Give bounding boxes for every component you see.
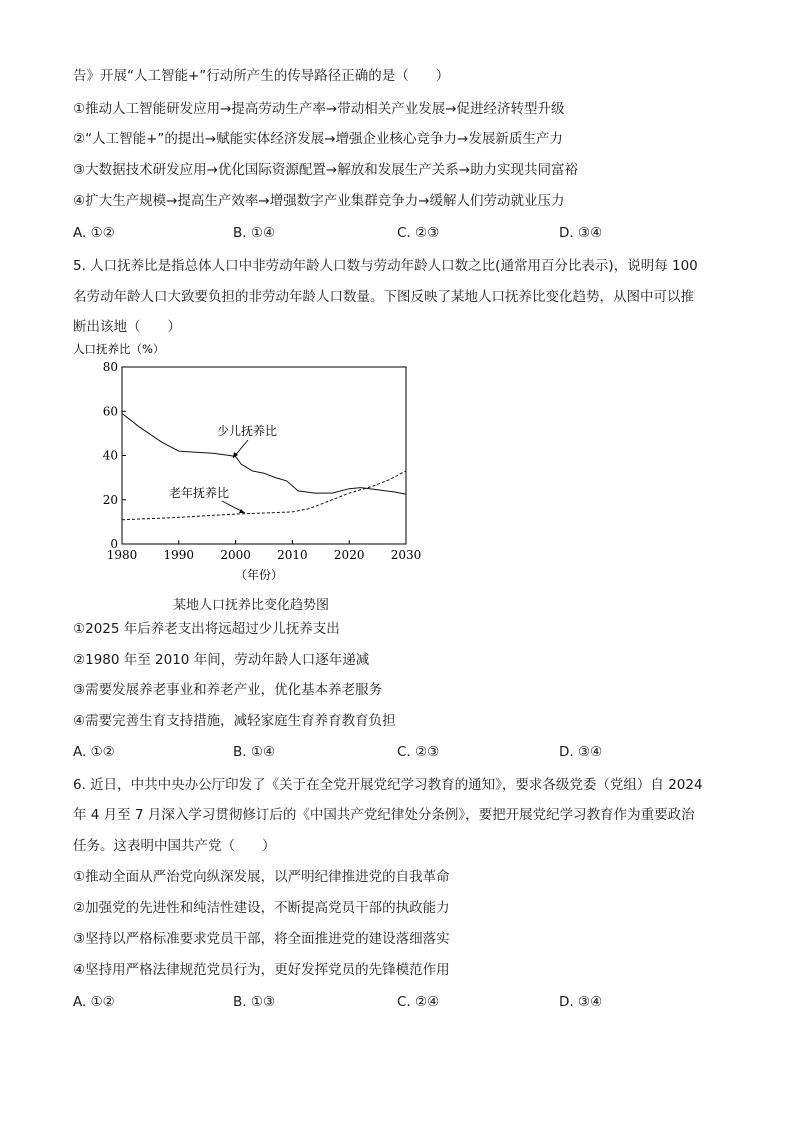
x-tick-label: 1990 <box>163 548 195 562</box>
q6-statement-4: ④坚持用严格法律规范党员行为，更好发挥党员的先锋模范作用 <box>73 962 450 978</box>
q4-statement-2: ②“人工智能+”的提出→赋能实体经济发展→增强企业核心竞争力→发展新质生产力 <box>73 131 563 147</box>
q6-statement-3: ③坚持以严格标准要求党员干部，将全面推进党的建设落细落实 <box>73 931 450 947</box>
q5-stem-line-3: 断出该地（ ） <box>73 319 181 335</box>
q5-statement-4: ④需要完善生育支持措施，减轻家庭生育养育教育负担 <box>73 713 396 729</box>
q4-option-d[interactable]: D. ③④ <box>559 225 603 241</box>
y-tick-label: 80 <box>102 360 118 374</box>
q5-statement-2: ②1980 年至 2010 年间，劳动年龄人口逐年递减 <box>73 652 370 668</box>
q6-stem-line-1: 6. 近日，中共中央办公厅印发了《关于在全党开展党纪学习教育的通知》，要求各级党委（党组）自 2024 <box>73 777 703 793</box>
x-ticks <box>107 540 422 562</box>
x-tick-label: 2010 <box>277 548 308 562</box>
q4-option-b[interactable]: B. ①④ <box>233 225 276 241</box>
q5-statement-3: ③需要发展养老事业和养老产业，优化基本养老服务 <box>73 682 383 698</box>
y-tick-label: 60 <box>102 404 118 419</box>
x-tick-label: 1980 <box>106 548 138 562</box>
q6-option-d[interactable]: D. ③④ <box>559 994 603 1010</box>
series-label-children: 少儿抚养比 <box>217 424 278 438</box>
series-line-elderly <box>122 471 406 520</box>
q4-statement-4: ④扩大生产规模→提高生产效率→增强数字产业集群竞争力→缓解人们劳动就业压力 <box>73 193 565 209</box>
q5-option-a[interactable]: A. ①② <box>73 744 115 760</box>
q6-stem-line-2: 年 4 月至 7 月深入学习贯彻修订后的《中国共产党纪律处分条例》，要把开展党纪学习教育作为重要政治 <box>73 807 695 823</box>
series-label-elderly: 老年抚养比 <box>169 486 230 500</box>
q4-stem: 告》开展“人工智能+”行动所产生的传导路径正确的是（ ） <box>73 68 450 84</box>
q6-option-c[interactable]: C. ②④ <box>397 994 440 1010</box>
q4-options <box>73 224 733 242</box>
q4-option-a[interactable]: A. ①② <box>73 225 115 241</box>
q5-option-d[interactable]: D. ③④ <box>559 744 603 760</box>
q6-statement-2: ②加强党的先进性和纯洁性建设，不断提高党员干部的执政能力 <box>73 900 450 916</box>
y-axis-label: 人口抚养比（%） <box>73 342 165 356</box>
q5-options <box>73 743 733 761</box>
q5-statement-1: ①2025 年后养老支出将远超过少儿抚养支出 <box>73 621 340 637</box>
q5-stem-line-2: 名劳动年龄人口大致要负担的非劳动年龄人口数量。下图反映了某地人口抚养比变化趋势，从图中可以推 <box>73 289 694 305</box>
x-tick-label: 2000 <box>220 548 251 562</box>
q5-option-c[interactable]: C. ②③ <box>397 744 440 760</box>
q6-options <box>73 993 733 1011</box>
y-ticks <box>103 360 126 551</box>
q4-statement-3: ③大数据技术研发应用→优化国际资源配置→解放和发展生产关系→助力实现共同富裕 <box>73 162 579 178</box>
q5-stem-line-1: 5. 人口抚养比是指总体人口中非劳动年龄人口数与劳动年龄人口数之比(通常用百分比表示)，说明每 100 <box>73 258 698 274</box>
x-tick-label: 2020 <box>333 548 365 562</box>
q6-option-a[interactable]: A. ①② <box>73 994 115 1010</box>
y-tick-label: 0 <box>110 537 118 551</box>
plot-frame <box>122 367 406 544</box>
q4-statement-1: ①推动人工智能研发应用→提高劳动生产率→带动相关产业发展→促进经济转型升级 <box>73 101 565 117</box>
q4-option-c[interactable]: C. ②③ <box>397 225 440 241</box>
q6-option-b[interactable]: B. ①③ <box>233 994 276 1010</box>
chart-caption: 某地人口抚养比变化趋势图 <box>173 598 330 613</box>
q6-stem-line-3: 任务。这表明中国共产党（ ） <box>73 838 276 854</box>
x-axis-label: （年份） <box>235 568 284 582</box>
y-tick-label: 20 <box>102 492 118 507</box>
q6-statement-1: ①推动全面从严治党向纵深发展，以严明纪律推进党的自我革命 <box>73 869 450 885</box>
q5-option-b[interactable]: B. ①④ <box>233 744 276 760</box>
arrowhead-elderly <box>239 509 245 513</box>
x-tick-label: 2030 <box>390 548 422 562</box>
dependency-ratio-chart <box>65 340 425 585</box>
y-tick-label: 40 <box>102 448 118 463</box>
